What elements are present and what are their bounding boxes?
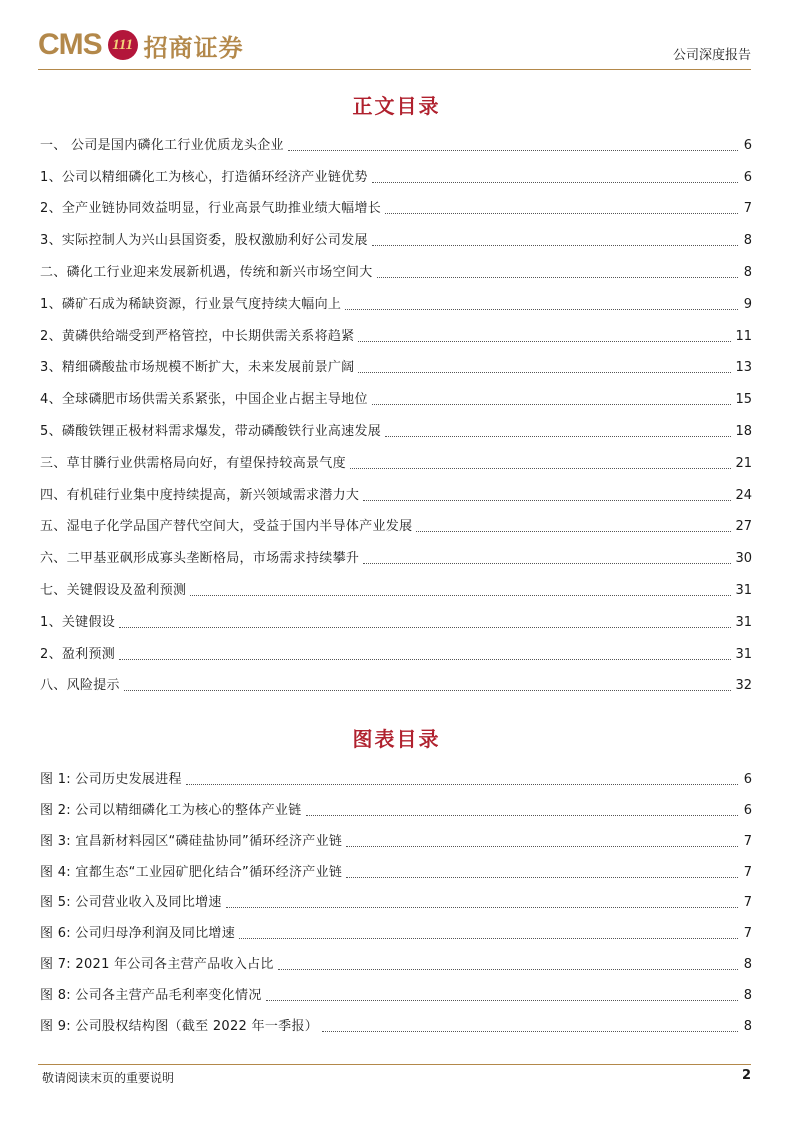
toc-entry[interactable] — [40, 637, 752, 669]
toc-entry[interactable] — [40, 573, 752, 605]
toc-entry-page: 15 — [735, 392, 752, 408]
figure-entry[interactable] — [40, 887, 752, 918]
toc-entry-text: 一、 公司是国内磷化工行业优质龙头企业 — [40, 137, 284, 153]
dot-leader — [186, 784, 738, 785]
toc-entry-text: 3、精细磷酸盐市场规模不断扩大，未来发展前景广阔 — [40, 360, 355, 376]
figure-entry-page: 7 — [743, 926, 752, 942]
toc-entry-page: 6 — [743, 137, 752, 153]
report-type-label: 公司深度报告 — [672, 48, 751, 63]
dot-leader — [358, 341, 731, 342]
dot-leader — [372, 245, 738, 246]
toc-list — [40, 128, 752, 700]
dot-leader — [377, 277, 738, 278]
figure-entry[interactable] — [40, 979, 752, 1010]
toc-entry-page: 7 — [743, 201, 752, 217]
dot-leader — [226, 907, 738, 908]
toc-entry-page: 31 — [735, 646, 752, 662]
figure-entry-text: 图 1: 公司历史发展进程 — [40, 771, 182, 787]
toc-entry[interactable] — [40, 287, 752, 319]
toc-entry[interactable] — [40, 255, 752, 287]
figure-entry-page: 7 — [743, 895, 752, 911]
toc-entry-page: 24 — [735, 487, 752, 503]
figure-entry[interactable] — [40, 917, 752, 948]
logo-emblem-icon: 111 — [108, 30, 138, 60]
toc-entry-page: 30 — [735, 551, 752, 567]
figure-entry-text: 图 5: 公司营业收入及同比增速 — [40, 895, 222, 911]
toc-entry-page: 6 — [743, 169, 752, 185]
dot-leader — [345, 309, 738, 310]
toc-entry-text: 七、关键假设及盈利预测 — [40, 582, 187, 598]
figure-entry-text: 图 3: 宜昌新材料园区“磷硅盐协同”循环经济产业链 — [40, 833, 343, 849]
figure-entry-page: 6 — [743, 802, 752, 818]
toc-entry[interactable] — [40, 319, 752, 351]
figure-entry[interactable] — [40, 948, 752, 979]
dot-leader — [372, 182, 738, 183]
dot-leader — [288, 150, 738, 151]
dot-leader — [346, 846, 738, 847]
toc-entry-text: 1、磷矿石成为稀缺资源，行业景气度持续大幅向上 — [40, 296, 342, 312]
dot-leader — [385, 436, 731, 437]
toc-entry[interactable] — [40, 223, 752, 255]
dot-leader — [346, 877, 738, 878]
figure-entry-text: 图 9: 公司股权结构图（截至 2022 年一季报） — [40, 1019, 319, 1035]
figure-entry[interactable] — [40, 825, 752, 856]
toc-entry-text: 六、二甲基亚砜形成寡头垄断格局，市场需求持续攀升 — [40, 551, 360, 567]
dot-leader — [385, 213, 738, 214]
toc-entry-page: 31 — [735, 614, 752, 630]
toc-entry[interactable] — [40, 382, 752, 414]
toc-entry-page: 21 — [735, 455, 752, 471]
logo-latin-text: CMS — [38, 28, 102, 61]
figure-entry-page: 8 — [743, 957, 752, 973]
dot-leader — [363, 500, 731, 501]
toc-entry-text: 5、磷酸铁锂正极材料需求爆发，带动磷酸铁行业高速发展 — [40, 423, 382, 439]
dot-leader — [124, 690, 732, 691]
figure-entry[interactable] — [40, 1010, 752, 1041]
toc-entry[interactable] — [40, 669, 752, 701]
toc-entry-text: 2、全产业链协同效益明显，行业高景气助推业绩大幅增长 — [40, 201, 382, 217]
logo-chinese-text: 招商证券 — [143, 33, 244, 62]
figure-entry[interactable] — [40, 794, 752, 825]
figure-entry-page: 8 — [743, 988, 752, 1004]
footer-divider — [38, 1064, 751, 1065]
toc-entry-text: 2、盈利预测 — [40, 646, 116, 662]
toc-entry[interactable] — [40, 541, 752, 573]
page-number: 2 — [741, 1068, 751, 1083]
dot-leader — [322, 1031, 738, 1032]
toc-entry-page: 31 — [735, 582, 752, 598]
figure-entry-page: 8 — [743, 1019, 752, 1035]
figure-entry-text: 图 7: 2021 年公司各主营产品收入占比 — [40, 957, 274, 973]
toc-entry-page: 32 — [735, 678, 752, 694]
figure-entry[interactable] — [40, 856, 752, 887]
header-divider — [38, 69, 751, 70]
dot-leader — [306, 815, 738, 816]
dot-leader — [358, 372, 731, 373]
toc-entry-page: 18 — [735, 423, 752, 439]
toc-entry-text: 八、风险提示 — [40, 678, 120, 694]
toc-entry[interactable] — [40, 414, 752, 446]
figure-entry-text: 图 8: 公司各主营产品毛利率变化情况 — [40, 988, 262, 1004]
toc-entry-text: 2、黄磷供给端受到严格管控，中长期供需关系将趋紧 — [40, 328, 355, 344]
figure-entry-text: 图 4: 宜都生态“工业园矿肥化结合”循环经济产业链 — [40, 864, 343, 880]
dot-leader — [119, 659, 731, 660]
figure-entry-text: 图 2: 公司以精细磷化工为核心的整体产业链 — [40, 802, 302, 818]
toc-entry[interactable] — [40, 510, 752, 542]
dot-leader — [119, 627, 731, 628]
toc-entry[interactable] — [40, 478, 752, 510]
dot-leader — [239, 938, 738, 939]
toc-entry-page: 8 — [743, 233, 752, 249]
toc-entry-page: 27 — [735, 519, 752, 535]
dot-leader — [278, 969, 738, 970]
figures-list — [40, 763, 752, 1041]
toc-entry-text: 1、公司以精细磷化工为核心，打造循环经济产业链优势 — [40, 169, 368, 185]
figure-entry-page: 6 — [743, 771, 752, 787]
dot-leader — [363, 563, 731, 564]
dot-leader — [266, 1000, 738, 1001]
toc-entry-text: 四、有机硅行业集中度持续提高，新兴领域需求潜力大 — [40, 487, 360, 503]
company-logo — [38, 28, 244, 62]
toc-entry[interactable] — [40, 160, 752, 192]
toc-entry-text: 五、湿电子化学品国产替代空间大，受益于国内半导体产业发展 — [40, 519, 413, 535]
toc-entry-text: 4、全球磷肥市场供需关系紧张，中国企业占据主导地位 — [40, 392, 368, 408]
toc-entry-text: 二、磷化工行业迎来发展新机遇，传统和新兴市场空间大 — [40, 264, 373, 280]
toc-entry[interactable] — [40, 605, 752, 637]
toc-entry-page: 13 — [735, 360, 752, 376]
page-header — [38, 22, 751, 74]
toc-entry[interactable] — [40, 351, 752, 383]
dot-leader — [416, 531, 731, 532]
toc-entry-text: 三、草甘膦行业供需格局向好，有望保持较高景气度 — [40, 455, 346, 471]
toc-entry-page: 8 — [743, 264, 752, 280]
toc-entry[interactable] — [40, 192, 752, 224]
toc-title: 正文目录 — [352, 94, 441, 118]
footer-disclaimer: 敬请阅读末页的重要说明 — [42, 1071, 175, 1085]
figure-entry-page: 7 — [743, 833, 752, 849]
figure-entry[interactable] — [40, 763, 752, 794]
dot-leader — [372, 404, 732, 405]
dot-leader — [350, 468, 732, 469]
toc-entry[interactable] — [40, 128, 752, 160]
toc-entry-page: 9 — [743, 296, 752, 312]
figures-title: 图表目录 — [352, 727, 441, 751]
toc-entry[interactable] — [40, 446, 752, 478]
toc-entry-text: 1、关键假设 — [40, 614, 116, 630]
toc-entry-page: 11 — [735, 328, 752, 344]
dot-leader — [190, 595, 731, 596]
figure-entry-text: 图 6: 公司归母净利润及同比增速 — [40, 926, 236, 942]
toc-entry-text: 3、实际控制人为兴山县国资委，股权激励利好公司发展 — [40, 233, 368, 249]
figure-entry-page: 7 — [743, 864, 752, 880]
